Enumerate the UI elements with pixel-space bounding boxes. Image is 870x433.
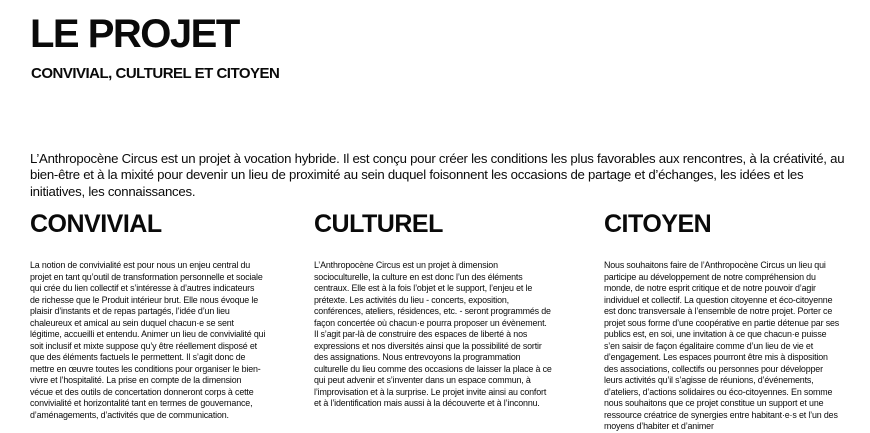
culturel-column [314, 208, 552, 410]
citoyen-column [604, 208, 842, 433]
citoyen-heading: CITOYEN [604, 210, 712, 238]
citoyen-text: Nous souhaitons faire de l’Anthropocène Circus un lieu qui participe au développement de notre compréhension du monde, de notre esprit critique et de notre pouvoir d’agir individuel et collectif. La question citoyenne et éco-citoyenne est donc transversale à l’ensemble de notre projet. Porter ce projet sous forme d’une coopérative en partie détenue par ses publics est, en soi, une invitation à ce que chacun·e puisse s’en saisir de façon égalitaire comme d’un lieu de vie et d’engagement. Les espaces pourront être mis à disposition des associations, collectifs ou personnes pour développer leurs activités qu’il s’agisse de réunions, d’événements, d’ateliers, d’actions solidaires ou éco-citoyennes. En somme nous souhaitons que ce projet constitue un support et une ressource créatrice de synergies entre habitant·e·s et l’un des moyens d’habiter et d’animer [604, 260, 840, 431]
convivial-heading: CONVIVIAL [30, 210, 162, 238]
page-title: LE PROJET [30, 12, 239, 56]
culturel-text: L’Anthropocène Circus est un projet à dimension socioculturelle, la culture en est donc l’un des éléments centraux. Elle est à la fois l’objet et le support, l’enjeu et le prétexte. Les activités du lieu - concerts, exposition, conférences, ateliers, résidences, etc. - seront programmés de façon concertée où chacun·e pourra proposer un évènement. Il s’agit par-là de construire des espaces de liberté à nos expressions et nos diversités ainsi que la possibilité de sortir des assignations. Nous entrevoyons la programmation culturelle du lieu comme des occasions de laisser la place à ce qui peut advenir et s’inventer dans un espace commun, à l’improvisation et à la surprise. Le projet invite ainsi au confort et à l’identification mais aussi à la découverte et à l’inconnu. [314, 260, 552, 408]
convivial-column [30, 208, 266, 421]
convivial-text: La notion de convivialité est pour nous un enjeu central du projet en tant qu’outil de transformation personnelle et sociale qui crée du lien collectif et s’intéresse à d’autres indicateurs de richesse que le Produit intérieur brut. Elle nous évoque le plaisir d’instants et de repas partagés, l’idée d’un lieu chaleureux et amical au sein duquel chacun·e se sent légitime, accueilli et entendu. Animer un lieu de convivialité qui soit inclusif et mixte suppose qu’y être réellement disposé et que des éléments factuels le permettent. Il s’agit donc de mettre en œuvre toutes les conditions pour organiser le bien-vivre et l’hospitalité. La prise en compte de la dimension vécue et des outils de concertation donneront corps à cette convivialité et horizontalité tant en termes de gouvernance, d’aménagements, d’activités que de communication. [30, 260, 266, 420]
culturel-heading: CULTUREL [314, 210, 443, 238]
intro-paragraph: L’Anthropocène Circus est un projet à vocation hybride. Il est conçu pour créer les conditions les plus favorables aux rencontres, à la créativité, au bien-être et à la mixité pour devenir un lieu de proximité au sein duquel foisonnent les occasions de partage et d’échanges, les idées et les initiatives, les connaissances. [30, 151, 845, 199]
page-subtitle: CONVIVIAL, CULTUREL ET CITOYEN [31, 65, 280, 82]
